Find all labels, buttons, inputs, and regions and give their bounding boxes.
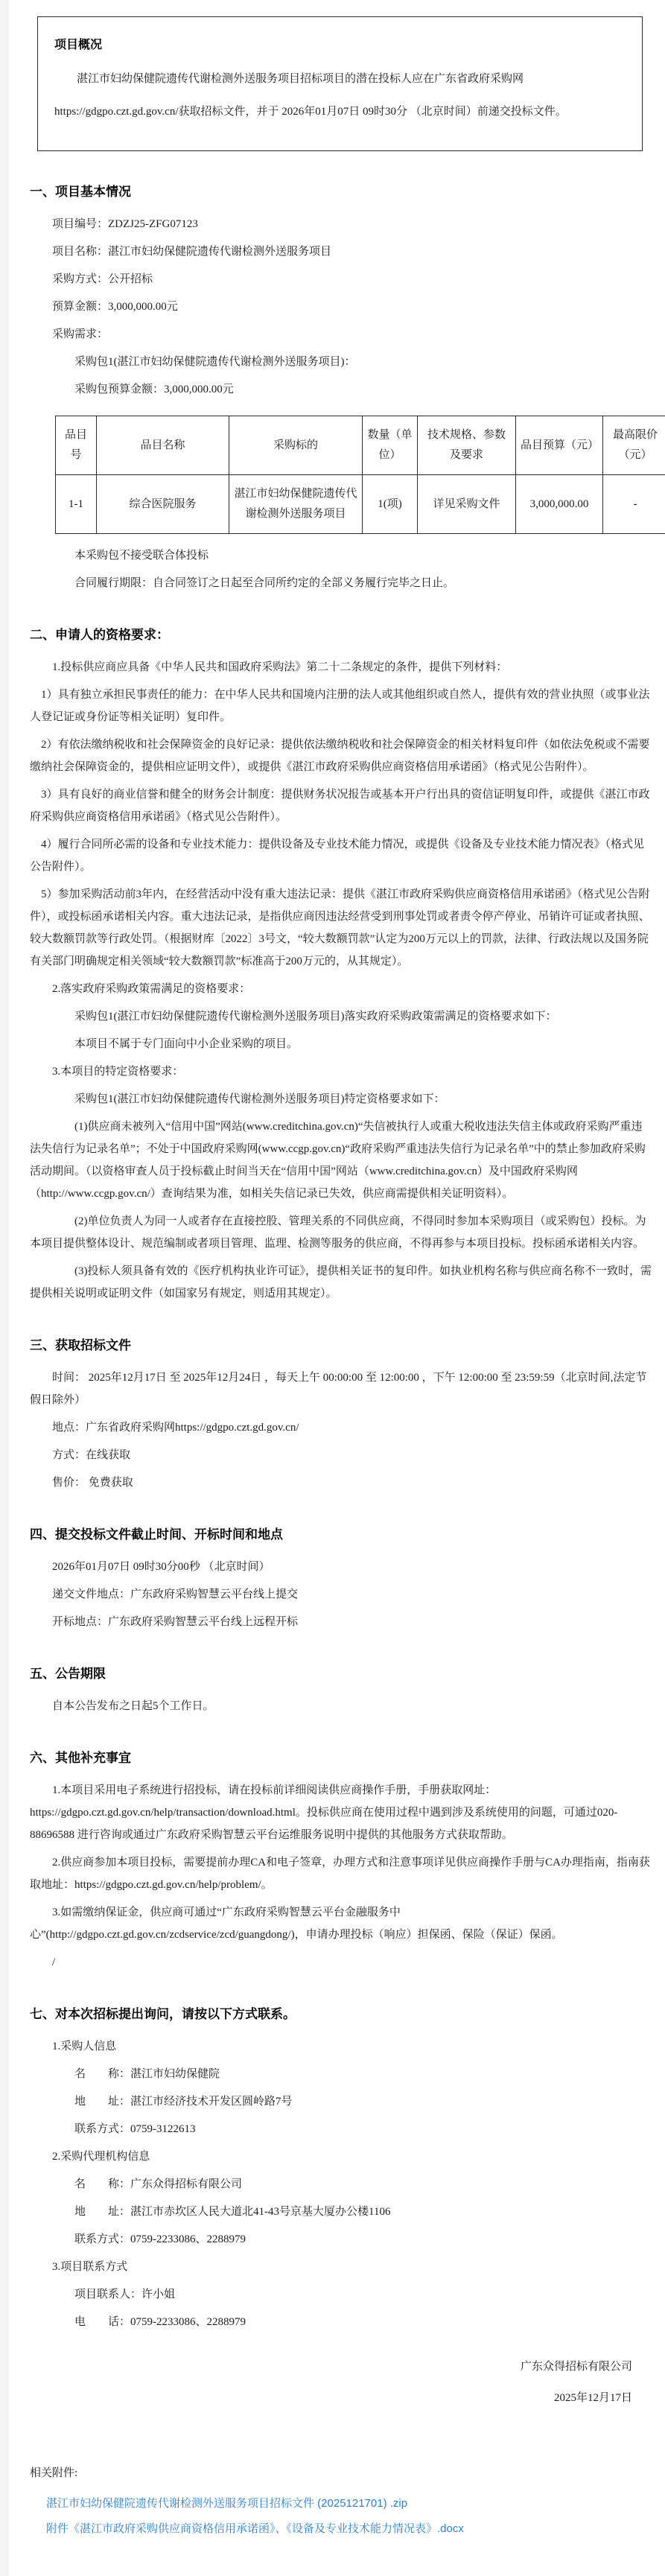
package-budget-line: 采购包预算金额：3,000,000.00元	[30, 378, 652, 401]
section-6-heading: 六、其他补充事宜	[30, 1747, 652, 1766]
project-overview-box	[37, 16, 643, 151]
section-2-qualification	[30, 624, 652, 1305]
deadline-datetime-line: 2026年01月07日 09时30分00秒 （北京时间）	[30, 1556, 652, 1578]
page-left-margin-strip	[0, 0, 9, 2576]
col-header-item-name: 品目名称	[97, 416, 229, 475]
section-5-heading: 五、公告期限	[30, 1663, 652, 1682]
policy-requirement-package: 采购包1(湛江市妇幼保健院遗传代谢检测外送服务项目)落实政府采购政策需满足的资格要求如下：	[30, 1005, 652, 1028]
purchaser-info-title: 1.采购人信息	[30, 2035, 652, 2058]
announcement-period-line: 自本公告发布之日起5个工作日。	[30, 1695, 652, 1717]
specific-requirement-package: 采购包1(湛江市妇幼保健院遗传代谢检测外送服务项目)特定资格要求如下：	[30, 1088, 652, 1110]
agency-address-line: 地 址：湛江市赤坎区人民大道北41-43号京基大厦办公楼1106	[30, 2201, 652, 2223]
section-1-basic-info	[30, 181, 652, 594]
cell-max-price: -	[603, 475, 665, 534]
obtain-time-line: 时间： 2025年12月17日 至 2025年12月24日 ，每天上午 00:00:00 至 12:00:00 ，下午 12:00:00 至 23:59:59（北京时间,法定节假日除外）	[30, 1367, 652, 1411]
cell-item-name: 综合医院服务	[97, 475, 229, 534]
table-header-row	[56, 416, 665, 475]
project-contact-phone-line: 电 话：0759-2233086、2288979	[30, 2311, 652, 2333]
supplementary-para: 1.本项目采用电子系统进行招投标，请在投标前详细阅读供应商操作手册，手册获取网址：https://gdgpo.czt.gd.gov.cn/help/transaction/download.html。投标供应商在使用过程中遇到涉及系统使用的问题，可通过020-88696588 进行咨询或通过广东政府采购智慧云平台运维服务说明中提供的其他服务方式获取帮助。	[30, 1779, 652, 1846]
signature-date: 2025年12月17日	[30, 2387, 632, 2409]
section-4-heading: 四、提交投标文件截止时间、开标时间和地点	[30, 1524, 652, 1542]
section-5-announcement-period	[30, 1663, 652, 1717]
specific-requirement-title: 3.本项目的特定资格要求：	[30, 1060, 652, 1083]
supplementary-para: 3.如需缴纳保证金，供应商可通过“广东政府采购智慧云平台金融服务中心”(http://gdgpo.czt.gd.gov.cn/zcdservice/zcd/guangdong/)，申请办理投标（响应）担保函、保险（保证）保函。	[30, 1901, 652, 1946]
policy-requirement-note: 本项目不属于专门面向中小企业采购的项目。	[30, 1033, 652, 1055]
no-consortium-note: 本采购包不接受联合体投标	[30, 544, 652, 567]
agency-phone-line: 联系方式：0759-2233086、2288979	[30, 2228, 652, 2251]
section-1-heading: 一、项目基本情况	[30, 181, 652, 200]
cell-subject: 湛江市妇幼保健院遗传代谢检测外送服务项目	[229, 475, 363, 534]
project-number-line: 项目编号：ZDZJ25-ZFG07123	[30, 213, 652, 235]
specific-requirement-item: (2)单位负责人为同一人或者存在直接控股、管理关系的不同供应商，不得同时参加本采购项目（或采购包）投标。为本项目提供整体设计、规范编制或者项目管理、监理、检测等服务的供应商，不得再参与本项目投标。投标函承诺相关内容。	[30, 1210, 652, 1255]
col-header-max-price: 最高限价（元）	[603, 416, 665, 475]
cell-item-no: 1-1	[56, 475, 97, 534]
qualification-para: 2）有依法缴纳税收和社会保障资金的良好记录：提供依法缴纳税收和社会保障资金的相关材料复印件（如依法免税或不需要缴纳社会保障资金的，提供相应证明文件），或提供《湛江市政府采购供应商资格信用承诺函》（格式见公告附件）。	[30, 734, 652, 778]
opening-place-line: 开标地点：广东政府采购智慧云平台线上远程开标	[30, 1611, 652, 1633]
qualification-para: 4）履行合同所必需的设备和专业技术能力：提供设备及专业技术能力情况，或提供《设备及专业技术能力情况表》（格式见公告附件）。	[30, 833, 652, 878]
section-7-heading: 七、对本次招标提出询问，请按以下方式联系。	[30, 2003, 652, 2022]
purchaser-address-line: 地 址：湛江市经济技术开发区圆岭路7号	[30, 2090, 652, 2113]
procurement-demand-line: 采购需求：	[30, 323, 652, 346]
qualification-para: 5）参加采购活动前3年内，在经营活动中没有重大违法记录：提供《湛江市政府采购供应商资格信用承诺函》（格式见公告附件），或投标函承诺相关内容。重大违法记录，是指供应商因违法经营受到刑事处罚或者责令停产停业、吊销许可证或者执照、较大数额罚款等行政处罚。（根据财库〔2022〕3号文，“较大数额罚款”认定为200万元以上的罚款，法律、行政法规以及国务院有关部门明确规定相关领域“较大数额罚款”标准高于200万元的，从其规定）。	[30, 883, 652, 973]
section-3-obtain-documents	[30, 1335, 652, 1494]
cell-quantity: 1(项)	[363, 475, 418, 534]
document-content	[9, 0, 665, 2576]
procurement-method-line: 采购方式：公开招标	[30, 268, 652, 290]
col-header-quantity: 数量（单位）	[363, 416, 418, 475]
signature-block	[30, 2356, 632, 2409]
section-3-heading: 三、获取招标文件	[30, 1335, 652, 1353]
col-header-specs: 技术规格、参数及要求	[418, 416, 516, 475]
obtain-price-line: 售价： 免费获取	[30, 1472, 652, 1494]
section-4-deadline-opening	[30, 1524, 652, 1633]
section-6-supplementary	[30, 1747, 652, 1974]
agency-name-line: 名 称：广东众得招标有限公司	[30, 2173, 652, 2195]
cell-specs: 详见采购文件	[418, 475, 516, 534]
purchaser-name-line: 名 称：湛江市妇幼保健院	[30, 2063, 652, 2085]
specific-requirement-item: (1)供应商未被列入“信用中国”网站(www.creditchina.gov.cn)“失信被执行人或重大税收违法失信主体或政府采购严重违法失信行为记录名单”；不处于中国政府采购网(www.ccgp.gov.cn)“政府采购严重违法失信行为记录名单”中的禁止参加政府采购活动期间。（以资格审查人员于投标截止时间当天在“信用中国”网站（www.creditchina.gov.cn）及中国政府采购网（http://www.ccgp.gov.cn/）查询结果为准，如相关失信记录已失效，供应商需提供相关证明资料）。	[30, 1116, 652, 1205]
col-header-item-budget: 品目预算（元）	[516, 416, 603, 475]
supplementary-para: 2.供应商参加本项目投标，需要提前办理CA和电子签章，办理方式和注意事项详见供应商操作手册与CA办理指南，指南获取地址：https://gdgpo.czt.gd.gov.cn/help/problem/。	[30, 1851, 652, 1896]
overview-body-text: 湛江市妇幼保健院遗传代谢检测外送服务项目招标项目的潜在投标人应在广东省政府采购网https://gdgpo.czt.gd.gov.cn/获取招标文件，并于 2026年01月07日 09时30分 （北京时间）前递交投标文件。	[54, 63, 623, 128]
obtain-method-line: 方式：在线获取	[30, 1444, 652, 1466]
agency-info-title: 2.采购代理机构信息	[30, 2146, 652, 2168]
submission-place-line: 递交文件地点：广东政府采购智慧云平台线上提交	[30, 1583, 652, 1606]
procurement-items-table	[55, 416, 665, 534]
section-2-heading: 二、申请人的资格要求：	[30, 624, 652, 643]
attachments-label: 相关附件:	[30, 2463, 652, 2484]
project-contact-person-line: 项目联系人：许小姐	[30, 2283, 652, 2306]
attachment-link-docx[interactable]: 附件《湛江市政府采购供应商资格信用承诺函》、《设备及专业技术能力情况表》.docx	[46, 2516, 652, 2542]
qualification-para: 3）具有良好的商业信誉和健全的财务会计制度：提供财务状况报告或基本开户行出具的资信证明复印件，或提供《湛江市政府采购供应商资格信用承诺函》（格式见公告附件）。	[30, 783, 652, 828]
package-1-line: 采购包1(湛江市妇幼保健院遗传代谢检测外送服务项目)：	[30, 351, 652, 373]
signature-company: 广东众得招标有限公司	[30, 2356, 632, 2378]
purchaser-phone-line: 联系方式：0759-3122613	[30, 2118, 652, 2140]
cell-item-budget: 3,000,000.00	[516, 475, 603, 534]
obtain-place-line: 地点：广东省政府采购网https://gdgpo.czt.gd.gov.cn/	[30, 1416, 652, 1439]
col-header-item-no: 品目号	[56, 416, 97, 475]
qualification-para: 1）具有独立承担民事责任的能力：在中华人民共和国境内注册的法人或其他组织或自然人，提供有效的营业执照（或事业法人登记证或身份证等相关证明）复印件。	[30, 684, 652, 728]
supplementary-slash-line: /	[30, 1951, 652, 1974]
budget-amount-line: 预算金额：3,000,000.00元	[30, 296, 652, 318]
attachments-section	[30, 2463, 652, 2542]
policy-requirement-title: 2.落实政府采购政策需满足的资格要求：	[30, 978, 652, 1000]
section-7-contacts	[30, 2003, 652, 2333]
overview-title: 项目概况	[54, 35, 623, 52]
project-name-line: 项目名称：湛江市妇幼保健院遗传代谢检测外送服务项目	[30, 241, 652, 263]
attachment-link-zip[interactable]: 湛江市妇幼保健院遗传代谢检测外送服务项目招标文件 (2025121701) .zip	[46, 2491, 652, 2516]
table-row	[56, 475, 665, 534]
col-header-subject: 采购标的	[229, 416, 363, 475]
contract-period-note: 合同履行期限：自合同签订之日起至合同所约定的全部义务履行完毕之日止。	[30, 572, 652, 594]
project-contact-title: 3.项目联系方式	[30, 2256, 652, 2278]
specific-requirement-item: (3)投标人须具备有效的《医疗机构执业许可证》，提供相关证书的复印件。如执业机构名称与供应商名称不一致时，需提供相关说明或证明文件（如国家另有规定，则适用其规定）。	[30, 1260, 652, 1305]
qualification-para: 1.投标供应商应具备《中华人民共和国政府采购法》第二十二条规定的条件，提供下列材料：	[30, 656, 652, 678]
